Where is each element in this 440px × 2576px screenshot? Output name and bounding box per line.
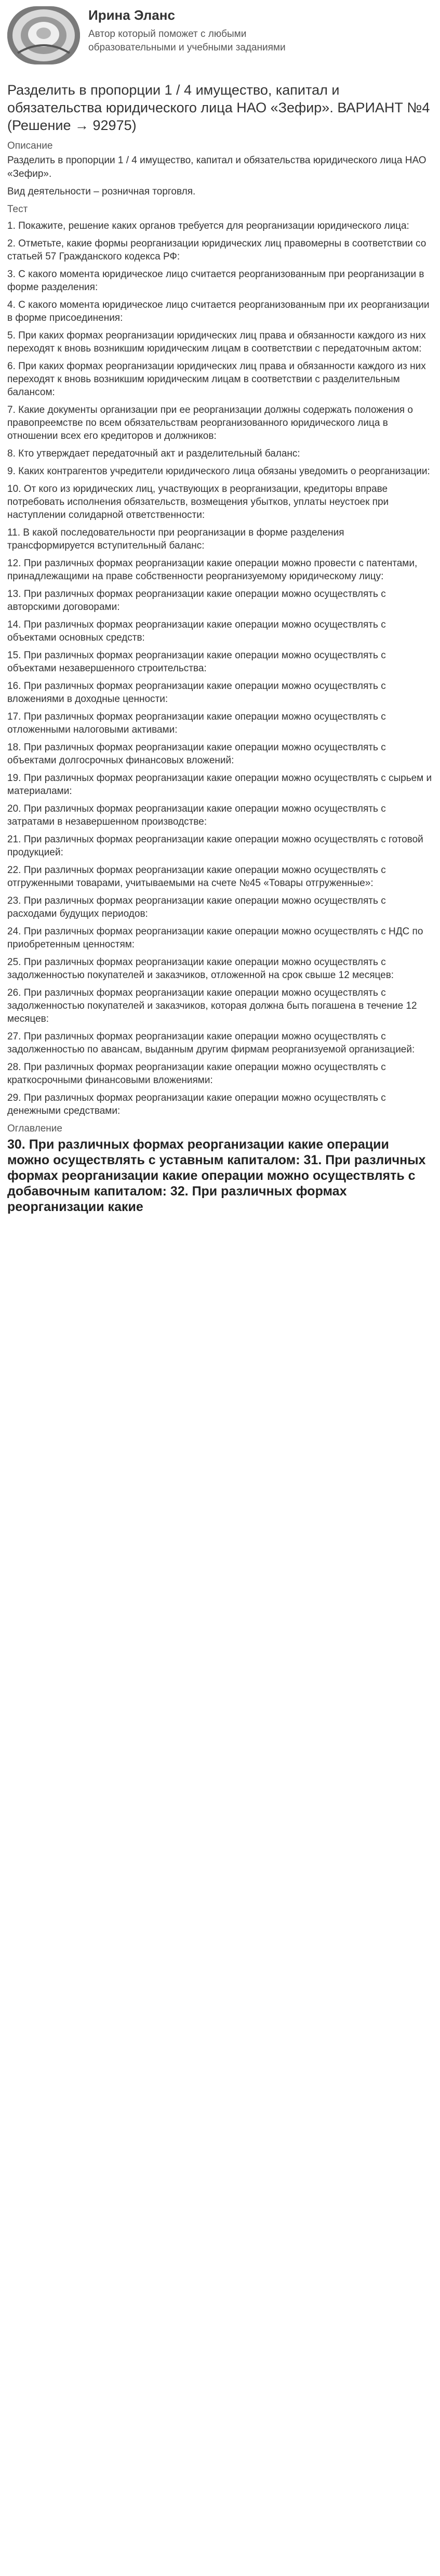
question-item: 12. При различных формах реорганизации какие операции можно провести с патентами, принадлежащими на праве собственности реорганизуемому юридическому лицу: [7, 558, 418, 582]
question-item: 3. С какого момента юридическое лицо считается реорганизованным при реорганизации в форме разделения: [7, 269, 424, 293]
question-item: 15. При различных формах реорганизации какие операции можно осуществлять с объектами незавершенного строительства: [7, 650, 386, 674]
question-item: 21. При различных формах реорганизации какие операции можно осуществлять с готовой продукцией: [7, 834, 423, 858]
question-item: 26. При различных формах реорганизации какие операции можно осуществлять с задолженностью покупателей и заказчиков, которая должна быть погашена в течение 12 месяцев: [7, 987, 417, 1024]
avatar-image [7, 6, 80, 64]
question-item: 24. При различных формах реорганизации какие операции можно осуществлять с НДС по приобретенным ценностям: [7, 926, 423, 950]
question-item: 10. От кого из юридических лиц, участвующих в реорганизации, кредиторы вправе потребовать исполнения обязательств, возмещения убытков, уплаты неустоек при наступлении солидарной ответственности: [7, 484, 389, 521]
question-item: 16. При различных формах реорганизации какие операции можно осуществлять с вложениями в доходные ценности: [7, 681, 386, 705]
question-item: 9. Каких контрагентов учредители юридического лица обязаны уведомить о реорганизации: [7, 466, 430, 477]
question-item: 14. При различных формах реорганизации какие операции можно осуществлять с объектами основных средств: [7, 619, 386, 643]
question-item: 2. Отметьте, какие формы реорганизации юридических лиц правомерны в соответствии со статьей 57 Гражданского кодекса РФ: [7, 238, 426, 262]
question-item: 13. При различных формах реорганизации какие операции можно осуществлять с авторскими договорами: [7, 589, 386, 613]
question-item: 29. При различных формах реорганизации какие операции можно осуществлять с денежными средствами: [7, 1092, 386, 1116]
question-item: 22. При различных формах реорганизации какие операции можно осуществлять с отгруженными товарами, учитываемыми на счете №45 «Товары отгруженные»: [7, 865, 386, 889]
page-title: Разделить в пропорции 1 / 4 имущество, капитал и обязательства юридического лица НАО «Зефир». ВАРИАНТ №4 (Решение → 92975) [7, 82, 430, 133]
question-item: 19. При различных формах реорганизации какие операции можно осуществлять с сырьем и материалами: [7, 773, 432, 797]
author-description: Автор который поможет с любыми образовательными и учебными заданиями [88, 29, 286, 53]
author-header [7, 6, 433, 74]
question-item: 6. При каких формах реорганизации юридических лиц права и обязанности каждого из них переходят к вновь возникшим юридическим лицам в соответствии с разделительным балансом: [7, 361, 426, 398]
question-item: 7. Какие документы организации при ее реорганизации должны содержать положения о правопреемстве по всем обязательствам реорганизованного юридического лица в отношении всех его кредиторов и должников: [7, 405, 413, 441]
description-label: Описание [7, 140, 53, 151]
question-item: 27. При различных формах реорганизации какие операции можно осуществлять с задолженностью по авансам, выданным другим фирмам реорганизуемой организацией: [7, 1031, 415, 1055]
question-item: 20. При различных формах реорганизации какие операции можно осуществлять с затратами в незавершенном производстве: [7, 803, 386, 827]
question-item: 18. При различных формах реорганизации какие операции можно осуществлять с объектами долгосрочных финансовых вложений: [7, 742, 386, 766]
question-item: 8. Кто утверждает передаточный акт и разделительный баланс: [7, 448, 300, 459]
question-item: 4. С какого момента юридическое лицо считается реорганизованным при их реорганизации в форме присоединения: [7, 300, 430, 323]
description-text: Разделить в пропорции 1 / 4 имущество, капитал и обязательства юридического лица НАО «Зефир». [7, 155, 426, 179]
activity-text: Вид деятельности – розничная торговля. [7, 186, 196, 197]
question-item: 5. При каких формах реорганизации юридических лиц права и обязанности каждого из них переходят к вновь возникшим юридическим лицам в соответствии с передаточным актом: [7, 330, 426, 354]
document-page [0, 0, 440, 1215]
question-item: 28. При различных формах реорганизации какие операции можно осуществлять с краткосрочными финансовыми вложениями: [7, 1062, 386, 1086]
toc-heading: 30. При различных формах реорганизации какие операции можно осуществлять с уставным капиталом: 31. При различных формах реорганизации какие операции можно осуществлять с добавочным капиталом: 32. При различных формах реорганизации какие [7, 1137, 426, 1214]
question-item: 23. При различных формах реорганизации какие операции можно осуществлять с расходами будущих периодов: [7, 895, 386, 919]
question-list [7, 219, 433, 1117]
author-avatar [7, 6, 80, 64]
test-label: Тест [7, 204, 28, 215]
question-item: 11. В какой последовательности при реорганизации в форме разделения трансформируется вступительный баланс: [7, 527, 344, 551]
question-item: 25. При различных формах реорганизации какие операции можно осуществлять с задолженностью покупателей и заказчиков, отложенной на срок свыше 12 месяцев: [7, 957, 394, 981]
author-name[interactable]: Ирина Эланс [88, 7, 175, 23]
question-item: 1. Покажите, решение каких органов требуется для реорганизации юридического лица: [7, 220, 409, 231]
question-item: 17. При различных формах реорганизации какие операции можно осуществлять с отложенными налоговыми активами: [7, 711, 386, 735]
toc-label: Оглавление [7, 1123, 62, 1134]
author-info [88, 6, 306, 55]
